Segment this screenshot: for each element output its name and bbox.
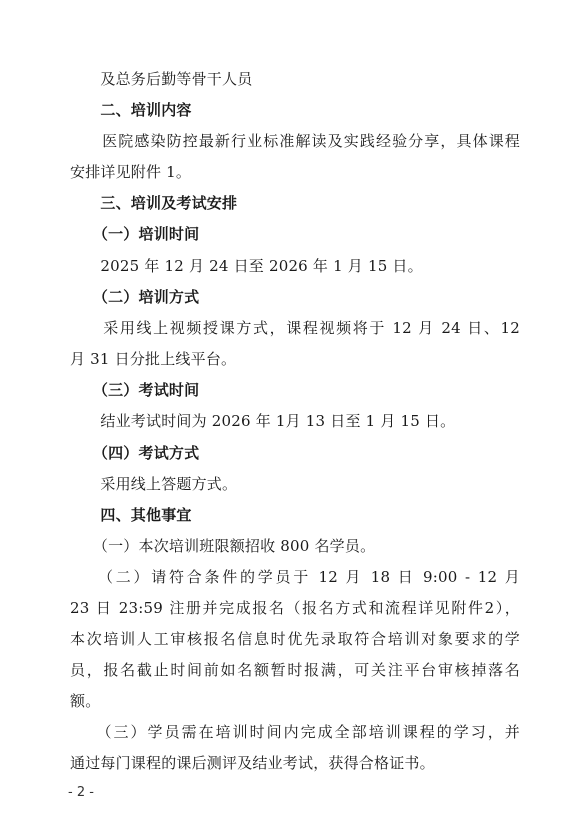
section-heading-other-matters: 四、其他事宜 [70,506,192,524]
body-text-line: 通过每门课程的课后测评及结业考试，获得合格证书。 [70,754,435,772]
body-text-line: 安排详见附件 1。 [70,163,192,181]
body-text-line: 本次培训人工审核报名信息时优先录取符合培训对象要求的学 [70,630,520,648]
body-text-line: （二）请符合条件的学员于 12 月 18 日 9:00 - 12 月 [70,568,520,586]
body-text-line: 结业考试时间为 2026 年 1月 13 日至 1 月 15 日。 [70,412,456,430]
body-text-line: （一）本次培训班限额招收 800 名学员。 [70,537,376,555]
body-text-line: 23 日 23:59 注册并完成报名（报名方式和流程详见附件2）， [70,599,520,617]
body-text-line: （三）学员需在培训时间内完成全部培训课程的学习，并 [70,723,520,741]
body-text-line: 额。 [70,692,101,710]
page-number: - 2 - [68,785,94,800]
body-text-line: 医院感染防控最新行业标准解读及实践经验分享，具体课程 [70,132,520,150]
body-text-line: 员，报名截止时间前如名额暂时报满，可关注平台审核掉落名 [70,661,520,679]
body-text-line: 月 31 日分批上线平台。 [70,350,237,368]
section-heading-training-content: 二、培训内容 [70,101,192,119]
body-text-line: 采用线上答题方式。 [70,475,238,493]
subsection-heading-exam-time: （三）考试时间 [70,381,200,399]
subsection-heading-exam-method: （四）考试方式 [70,444,200,462]
body-text-line: 2025 年 12 月 24 日至 2026 年 1 月 15 日。 [70,257,423,275]
subsection-heading-training-method: （二）培训方式 [70,288,200,306]
subsection-heading-training-time: （一）培训时间 [70,225,200,243]
section-heading-training-exam: 三、培训及考试安排 [70,194,238,212]
body-text-line: 采用线上视频授课方式，课程视频将于 12 月 24 日、12 [70,319,520,337]
body-text-line: 及总务后勤等骨干人员 [70,70,253,88]
